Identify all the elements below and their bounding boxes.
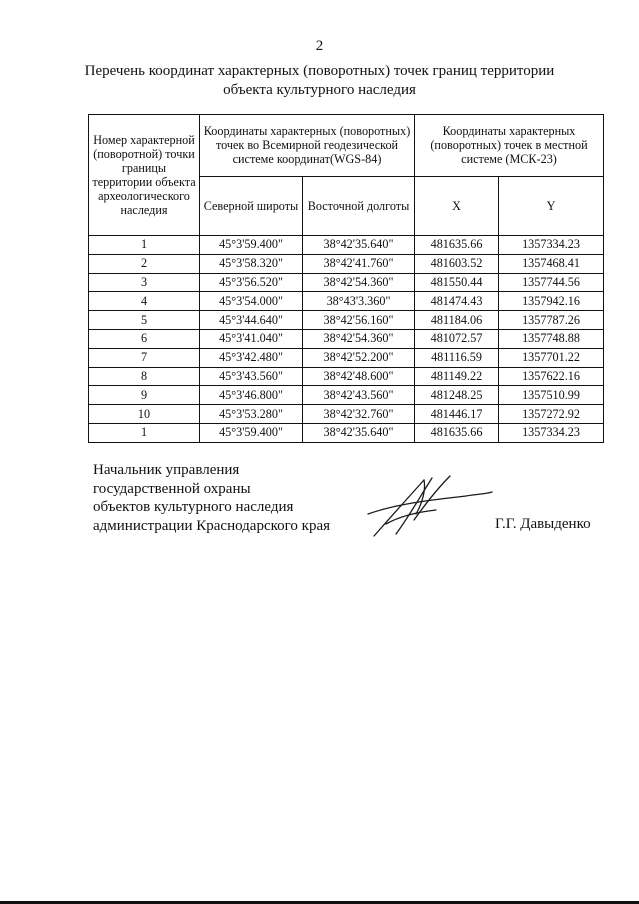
signature-block xyxy=(93,461,330,535)
cell-longitude: 38°42'35.640" xyxy=(303,236,415,255)
header-y: Y xyxy=(499,176,604,236)
table-row xyxy=(89,348,604,367)
cell-y: 1357468.41 xyxy=(499,254,604,273)
cell-x: 481248.25 xyxy=(415,386,499,405)
cell-longitude: 38°42'52.200" xyxy=(303,348,415,367)
cell-y: 1357787.26 xyxy=(499,311,604,330)
cell-y: 1357334.23 xyxy=(499,236,604,255)
cell-y: 1357748.88 xyxy=(499,329,604,348)
document-title xyxy=(60,62,579,100)
table-header-row-1 xyxy=(89,115,604,177)
cell-point-number: 4 xyxy=(89,292,200,311)
signature-title-line-2: государственной охраны xyxy=(93,480,251,497)
cell-latitude: 45°3'58.320" xyxy=(200,254,303,273)
cell-latitude: 45°3'56.520" xyxy=(200,273,303,292)
title-line-2: объекта культурного наследия xyxy=(223,82,416,98)
cell-point-number: 2 xyxy=(89,254,200,273)
signature-title-line-4: администрации Краснодарского края xyxy=(93,517,331,534)
cell-x: 481550.44 xyxy=(415,273,499,292)
cell-x: 481072.57 xyxy=(415,329,499,348)
cell-longitude: 38°42'54.360" xyxy=(303,329,415,348)
table-row xyxy=(89,405,604,424)
cell-point-number: 6 xyxy=(89,329,200,348)
table-row xyxy=(89,423,604,442)
table-body xyxy=(89,236,604,443)
cell-point-number: 9 xyxy=(89,386,200,405)
cell-latitude: 45°3'44.640" xyxy=(200,311,303,330)
cell-point-number: 5 xyxy=(89,311,200,330)
table-row xyxy=(89,311,604,330)
header-local-group: Координаты характерных (поворотных) точек в местной системе (МСК-23) xyxy=(415,115,604,177)
cell-x: 481603.52 xyxy=(415,254,499,273)
cell-latitude: 45°3'41.040" xyxy=(200,329,303,348)
cell-x: 481635.66 xyxy=(415,236,499,255)
cell-longitude: 38°42'43.560" xyxy=(303,386,415,405)
coordinates-table xyxy=(88,114,604,443)
cell-longitude: 38°42'32.760" xyxy=(303,405,415,424)
cell-y: 1357622.16 xyxy=(499,367,604,386)
cell-point-number: 10 xyxy=(89,405,200,424)
cell-point-number: 3 xyxy=(89,273,200,292)
cell-x: 481474.43 xyxy=(415,292,499,311)
cell-latitude: 45°3'53.280" xyxy=(200,405,303,424)
cell-longitude: 38°42'35.640" xyxy=(303,423,415,442)
title-line-1: Перечень координат характерных (поворотных) точек границ территории xyxy=(84,63,555,79)
cell-x: 481116.59 xyxy=(415,348,499,367)
table-row xyxy=(89,292,604,311)
cell-x: 481184.06 xyxy=(415,311,499,330)
signature-title-line-1: Начальник управления xyxy=(93,462,240,478)
table-row xyxy=(89,254,604,273)
cell-longitude: 38°43'3.360" xyxy=(303,292,415,311)
signatory-name: Г.Г. Давыденко xyxy=(495,516,591,532)
table-row xyxy=(89,386,604,405)
cell-longitude: 38°42'54.360" xyxy=(303,273,415,292)
cell-point-number: 7 xyxy=(89,348,200,367)
cell-y: 1357744.56 xyxy=(499,273,604,292)
header-north-latitude: Северной широты xyxy=(200,176,303,236)
cell-x: 481635.66 xyxy=(415,423,499,442)
header-wgs-group: Координаты характерных (поворотных) точек во Всемирной геодезической системе координат(WGS-84) xyxy=(200,115,415,177)
cell-latitude: 45°3'54.000" xyxy=(200,292,303,311)
cell-latitude: 45°3'59.400" xyxy=(200,423,303,442)
cell-latitude: 45°3'43.560" xyxy=(200,367,303,386)
table-row xyxy=(89,329,604,348)
cell-x: 481149.22 xyxy=(415,367,499,386)
cell-point-number: 8 xyxy=(89,367,200,386)
cell-longitude: 38°42'41.760" xyxy=(303,254,415,273)
table-row xyxy=(89,367,604,386)
cell-longitude: 38°42'56.160" xyxy=(303,311,415,330)
table-row xyxy=(89,273,604,292)
header-point-number: Номер характерной (поворотной) точки границы территории объекта археологического наследия xyxy=(89,115,200,236)
cell-latitude: 45°3'42.480" xyxy=(200,348,303,367)
header-east-longitude: Восточной долготы xyxy=(303,176,415,236)
cell-point-number: 1 xyxy=(89,423,200,442)
cell-y: 1357510.99 xyxy=(499,386,604,405)
cell-latitude: 45°3'46.800" xyxy=(200,386,303,405)
cell-y: 1357334.23 xyxy=(499,423,604,442)
cell-y: 1357701.22 xyxy=(499,348,604,367)
cell-y: 1357272.92 xyxy=(499,405,604,424)
table-row xyxy=(89,236,604,255)
signature-title-line-3: объектов культурного наследия xyxy=(93,499,294,515)
cell-latitude: 45°3'59.400" xyxy=(200,236,303,255)
header-x: X xyxy=(415,176,499,236)
cell-longitude: 38°42'48.600" xyxy=(303,367,415,386)
cell-x: 481446.17 xyxy=(415,405,499,424)
cell-y: 1357942.16 xyxy=(499,292,604,311)
cell-point-number: 1 xyxy=(89,236,200,255)
handwritten-signature xyxy=(366,470,496,540)
page-number: 2 xyxy=(315,38,324,54)
